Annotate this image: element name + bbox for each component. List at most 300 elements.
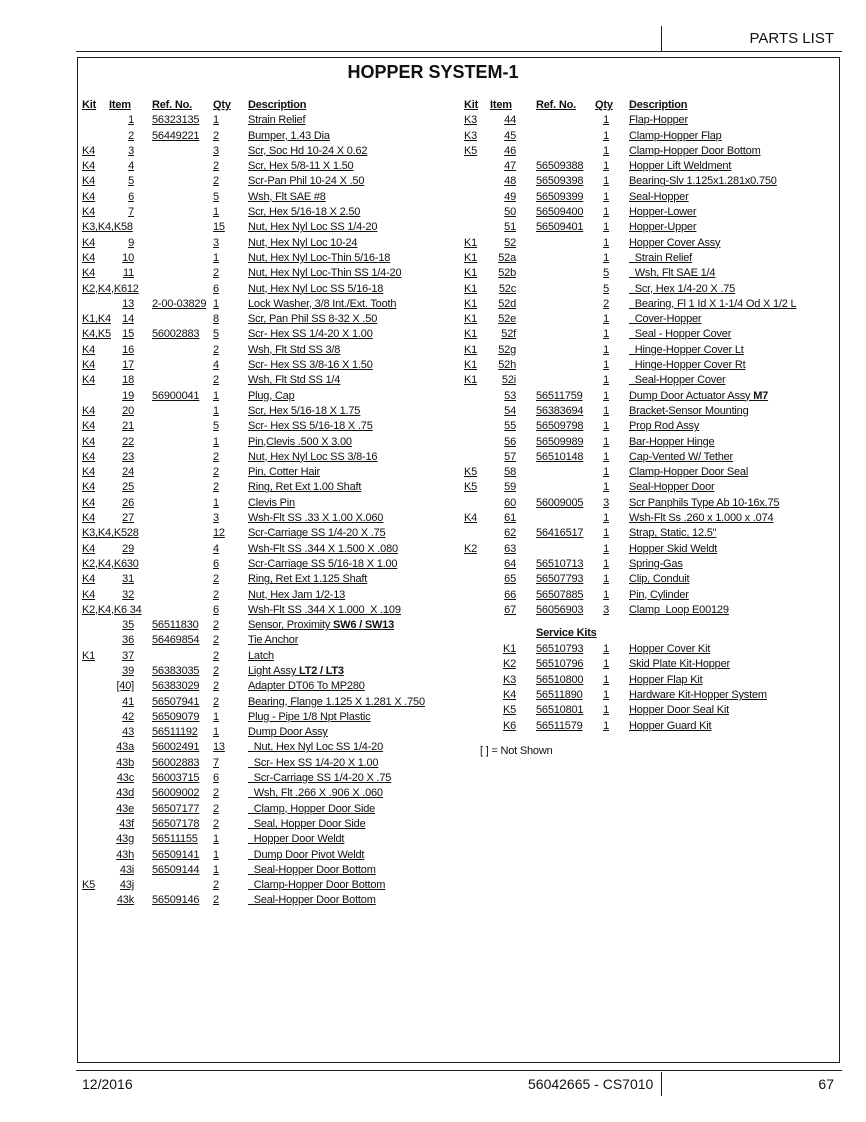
- desc-cell: [248, 327, 373, 342]
- item-cell: 24: [122, 466, 134, 479]
- item-cell: 41: [122, 695, 134, 708]
- table-row: [464, 343, 804, 358]
- table-row: [82, 435, 442, 450]
- desc-cell: [248, 511, 383, 526]
- desc-text: Plug, Cap: [248, 389, 295, 402]
- desc-text: Wsh, Flt Std SS 1/4: [248, 374, 341, 387]
- ref-cell: 56511155: [152, 833, 198, 846]
- desc-text: Sensor, Proximity: [248, 619, 334, 632]
- table-header: [82, 98, 442, 113]
- item-header: Item: [490, 99, 512, 111]
- qty-cell: 1: [603, 527, 609, 540]
- kit-cell: K4,K5: [82, 328, 111, 341]
- qty-cell: 1: [603, 673, 609, 686]
- table-row: [464, 159, 804, 174]
- ref-cell: 56416517: [536, 527, 584, 540]
- desc-cell: [248, 633, 298, 648]
- qty-cell: 2: [213, 894, 219, 907]
- table-row: [464, 373, 804, 388]
- qty-cell: 1: [213, 848, 219, 861]
- table-row: [464, 251, 804, 266]
- desc-text: Wsh-Flt SS .344 X 1.000 X .109: [248, 603, 401, 616]
- table-row: [464, 480, 804, 495]
- item-cell: 31: [122, 573, 134, 586]
- desc-cell: [629, 389, 768, 404]
- desc-cell: [248, 863, 376, 878]
- desc-text: Pin,Clevis .500 X 3.00: [248, 435, 352, 448]
- table-row: [82, 893, 442, 908]
- ref-cell: 56511192: [152, 726, 198, 739]
- desc-text: Hinge-Hopper Cover Lt: [629, 343, 744, 356]
- kit-cell: K4: [82, 251, 96, 264]
- kit-cell: K4: [82, 573, 96, 586]
- item-cell: 43i: [119, 863, 134, 876]
- table-row: [464, 129, 804, 144]
- qty-cell: 1: [603, 542, 609, 555]
- ref-cell: 56510800: [536, 673, 584, 686]
- table-row: [464, 642, 804, 657]
- desc-cell: [629, 419, 699, 434]
- desc-cell: [248, 266, 401, 281]
- qty-cell: 5: [213, 328, 219, 341]
- desc-cell: [629, 450, 733, 465]
- desc-cell: [629, 129, 722, 144]
- table-row: [464, 220, 804, 235]
- kit-cell: K5: [464, 144, 478, 157]
- table-row: [82, 282, 442, 297]
- desc-cell: [629, 297, 796, 312]
- table-row: [82, 480, 442, 495]
- item-cell: 43b: [116, 756, 134, 769]
- desc-cell: [629, 312, 701, 327]
- table-row: [82, 373, 442, 388]
- table-row: [464, 603, 804, 618]
- item-cell: 52b: [498, 267, 516, 280]
- item-cell: 58: [504, 466, 516, 479]
- item-cell: 43a: [116, 741, 134, 754]
- desc-cell: [248, 542, 398, 557]
- item-cell: K4: [502, 688, 516, 701]
- kit-cell: K4: [82, 267, 96, 280]
- desc-cell: [248, 878, 385, 893]
- table-row: [82, 832, 442, 847]
- ref-cell: 56507793: [536, 573, 584, 586]
- desc-cell: [629, 190, 689, 205]
- item-cell: 51: [504, 221, 516, 234]
- qty-cell: 5: [213, 190, 219, 203]
- desc-bold-ref: M7: [753, 389, 769, 402]
- ref-cell: 56002491: [152, 741, 200, 754]
- item-cell: 43h: [116, 848, 134, 861]
- item-cell: 10: [122, 251, 134, 264]
- item-cell: 60: [504, 496, 516, 509]
- desc-text: Strap, Static, 12.5": [629, 527, 717, 540]
- desc-cell: [248, 756, 378, 771]
- table-row: [82, 327, 442, 342]
- desc-text: Wsh, Flt SAE 1/4: [629, 267, 716, 280]
- table-row: [464, 419, 804, 434]
- table-row: [464, 282, 804, 297]
- service-kits-title: Service Kits: [536, 627, 597, 640]
- qty-header: Qty: [213, 99, 231, 111]
- desc-cell: [248, 465, 320, 480]
- qty-cell: 4: [213, 542, 219, 555]
- qty-cell: 2: [213, 343, 219, 356]
- qty-cell: 1: [603, 114, 609, 127]
- desc-text: Nut, Hex Nyl Loc SS 1/4-20: [248, 221, 378, 234]
- table-row: [464, 266, 804, 281]
- kit-cell: K1: [464, 313, 478, 326]
- desc-text: Wsh, Flt SAE #8: [248, 190, 326, 203]
- table-row: [82, 465, 442, 480]
- qty-cell: 1: [603, 466, 609, 479]
- desc-cell: [629, 220, 696, 235]
- item-cell: 44: [504, 114, 516, 127]
- table-row: [464, 205, 804, 220]
- item-cell: 46: [504, 144, 516, 157]
- item-cell: 37: [122, 649, 134, 662]
- table-row: [82, 297, 442, 312]
- desc-cell: [248, 480, 361, 495]
- desc-cell: [248, 205, 360, 220]
- qty-cell: 1: [603, 481, 609, 494]
- desc-cell: [248, 893, 376, 908]
- qty-cell: 6: [213, 603, 219, 616]
- qty-cell: 12: [213, 527, 225, 540]
- ref-cell: 56507885: [536, 588, 584, 601]
- table-row: [464, 526, 804, 541]
- desc-text: Skid Plate Kit-Hopper: [629, 658, 730, 671]
- desc-cell: [629, 526, 716, 541]
- qty-cell: 1: [603, 688, 609, 701]
- desc-cell: [248, 664, 344, 679]
- desc-cell: [248, 389, 295, 404]
- table-row: [464, 511, 804, 526]
- kit-cell: K4: [82, 466, 96, 479]
- item-cell: 13: [122, 297, 134, 310]
- ref-cell: 56469854: [152, 634, 200, 647]
- desc-cell: [629, 588, 689, 603]
- kit-cell: K1: [464, 251, 478, 264]
- qty-cell: 1: [603, 557, 609, 570]
- desc-text: Strain Relief: [248, 114, 306, 127]
- kit-cell: K2,K4,K612: [82, 282, 139, 295]
- desc-cell: [248, 572, 367, 587]
- item-cell: 18: [122, 374, 134, 387]
- desc-text: Scr-Carriage SS 1/4-20 X .75: [248, 527, 386, 540]
- desc-text: Scr, Pan Phil SS 8-32 X .50: [248, 313, 378, 326]
- kit-cell: K3,K4,K58: [82, 221, 133, 234]
- desc-cell: [629, 358, 745, 373]
- desc-text: Hopper-Lower: [629, 206, 697, 219]
- item-cell: 1: [128, 114, 134, 127]
- qty-cell: 1: [603, 573, 609, 586]
- desc-text: Scr, Hex 5/8-11 X 1.50: [248, 160, 354, 173]
- desc-cell: [248, 618, 394, 633]
- desc-header: Description: [248, 99, 307, 111]
- qty-cell: 3: [603, 603, 609, 616]
- item-cell: 43e: [116, 802, 134, 815]
- desc-cell: [629, 236, 720, 251]
- table-row: [82, 725, 442, 740]
- table-row: [82, 633, 442, 648]
- desc-text: Bracket-Sensor Mounting: [629, 404, 749, 417]
- item-cell: 52g: [498, 343, 516, 356]
- left-parts-table: [82, 98, 442, 909]
- desc-cell: [629, 657, 730, 672]
- item-cell: 59: [504, 481, 516, 494]
- item-cell: K1: [502, 643, 516, 656]
- desc-text: Clip, Conduit: [629, 573, 690, 586]
- desc-cell: [629, 572, 689, 587]
- table-row: [82, 144, 442, 159]
- desc-text: Bumper, 1.43 Dia: [248, 129, 330, 142]
- ref-cell: 56511890: [536, 688, 583, 701]
- desc-cell: [629, 327, 731, 342]
- item-cell: 3: [128, 144, 134, 157]
- desc-cell: [629, 673, 702, 688]
- kit-cell: K1: [464, 343, 478, 356]
- table-row: [464, 404, 804, 419]
- desc-cell: [248, 419, 373, 434]
- table-row: [82, 190, 442, 205]
- table-row: [464, 657, 804, 672]
- qty-cell: 2: [213, 450, 219, 463]
- desc-text: Hopper Door Seal Kit: [629, 704, 729, 717]
- desc-cell: [248, 817, 366, 832]
- item-cell: 52c: [498, 282, 516, 295]
- table-row: [82, 572, 442, 587]
- item-cell: 43d: [116, 787, 134, 800]
- table-row: [464, 327, 804, 342]
- item-cell: 20: [122, 404, 134, 417]
- item-cell: [40]: [116, 680, 134, 693]
- desc-text: Clamp Loop E00129: [629, 603, 729, 616]
- item-cell: 15: [122, 328, 134, 341]
- desc-text: Lock Washer, 3/8 Int./Ext. Tooth: [248, 297, 397, 310]
- kit-cell: K2: [464, 542, 478, 555]
- qty-cell: 3: [213, 512, 219, 525]
- kit-cell: K1: [464, 236, 478, 249]
- table-row: [464, 113, 804, 128]
- ref-cell: 56509401: [536, 221, 584, 234]
- table-row: [82, 419, 442, 434]
- desc-text: Ring, Ret Ext 1.125 Shaft: [248, 573, 368, 586]
- desc-cell: [248, 190, 326, 205]
- desc-text: Tie Anchor: [248, 634, 299, 647]
- service-kits-body: [464, 642, 804, 734]
- qty-cell: 1: [603, 236, 609, 249]
- desc-text: Spring-Gas: [629, 557, 683, 570]
- desc-cell: [248, 710, 370, 725]
- desc-text: Hopper Cover Kit: [629, 643, 711, 656]
- desc-cell: [248, 832, 344, 847]
- ref-cell: 56009002: [152, 787, 200, 800]
- table-row: [464, 435, 804, 450]
- kit-cell: K4: [82, 588, 96, 601]
- desc-cell: [248, 588, 345, 603]
- item-cell: 47: [504, 160, 516, 173]
- table-row: [82, 618, 442, 633]
- ref-cell: 56509388: [536, 160, 584, 173]
- desc-cell: [248, 695, 425, 710]
- qty-cell: 1: [213, 863, 219, 876]
- qty-cell: 2: [213, 817, 219, 830]
- right-table-body: [464, 113, 804, 618]
- ref-cell: 56507178: [152, 817, 200, 830]
- table-row: [464, 688, 804, 703]
- qty-cell: 2: [213, 175, 219, 188]
- kit-cell: K4: [82, 359, 96, 372]
- table-row: [82, 496, 442, 511]
- desc-cell: [629, 251, 692, 266]
- ref-cell: 56509141: [152, 848, 200, 861]
- header-rule: [76, 51, 842, 52]
- desc-cell: [629, 719, 711, 734]
- qty-cell: 2: [213, 664, 219, 677]
- item-cell: 43c: [116, 772, 134, 785]
- kit-cell: K4: [82, 190, 96, 203]
- desc-cell: [248, 282, 383, 297]
- item-cell: 61: [504, 512, 516, 525]
- table-row: [82, 129, 442, 144]
- item-cell: 43f: [119, 817, 134, 830]
- item-cell: 25: [122, 481, 134, 494]
- kit-cell: K5: [82, 879, 96, 892]
- left-table-body: [82, 113, 442, 908]
- table-row: [464, 557, 804, 572]
- ref-cell: 56449221: [152, 129, 200, 142]
- qty-cell: 2: [213, 267, 219, 280]
- desc-cell: [629, 404, 749, 419]
- desc-text: Pin, Cylinder: [629, 588, 689, 601]
- service-kits-heading-row: [464, 626, 804, 642]
- ref-cell: 56510793: [536, 643, 584, 656]
- desc-cell: [248, 312, 377, 327]
- desc-text: Hopper Cover Assy: [629, 236, 721, 249]
- qty-cell: 1: [213, 114, 219, 127]
- desc-cell: [248, 220, 377, 235]
- qty-cell: 2: [213, 649, 219, 662]
- table-row: [82, 358, 442, 373]
- desc-text: Seal-Hopper Door Bottom: [248, 863, 376, 876]
- qty-cell: 2: [213, 374, 219, 387]
- kit-cell: K4: [464, 512, 478, 525]
- ref-cell: 56511830: [152, 619, 199, 632]
- qty-cell: 1: [603, 328, 609, 341]
- item-cell: 5: [128, 175, 134, 188]
- item-cell: 49: [504, 190, 516, 203]
- desc-text: Light Assy: [248, 664, 299, 677]
- item-cell: 63: [504, 542, 516, 555]
- desc-text: Hopper Lift Weldment: [629, 160, 732, 173]
- desc-text: Clevis Pin: [248, 496, 295, 509]
- table-row: [82, 557, 442, 572]
- kit-cell: K4: [82, 420, 96, 433]
- desc-cell: [248, 144, 367, 159]
- table-row: [82, 511, 442, 526]
- desc-cell: [629, 144, 761, 159]
- desc-text: Scr-Carriage SS 1/4-20 X .75: [248, 772, 392, 785]
- kit-cell: K4: [82, 206, 96, 219]
- desc-text: Dump Door Actuator Assy: [629, 389, 754, 402]
- qty-cell: 2: [213, 588, 219, 601]
- desc-cell: [248, 603, 401, 618]
- qty-cell: 8: [213, 313, 219, 326]
- item-cell: 54: [504, 404, 516, 417]
- not-shown-note: [ ] = Not Shown: [480, 744, 553, 757]
- qty-cell: 2: [213, 695, 219, 708]
- table-row: [82, 786, 442, 801]
- desc-text: Wsh-Flt Ss .260 x 1.000 x .074: [629, 512, 774, 525]
- table-row: [82, 312, 442, 327]
- desc-cell: [629, 603, 729, 618]
- ref-cell: 56003715: [152, 772, 200, 785]
- kit-cell: K4: [82, 404, 96, 417]
- desc-text: Nut, Hex Nyl Loc-Thin 5/16-18: [248, 251, 391, 264]
- qty-cell: 1: [603, 175, 609, 188]
- table-row: [464, 703, 804, 718]
- item-cell: 52i: [501, 374, 516, 387]
- ref-cell: 56510713: [536, 557, 584, 570]
- desc-cell: [629, 496, 779, 511]
- qty-cell: 1: [213, 297, 219, 310]
- table-row: [82, 878, 442, 893]
- qty-cell: 1: [603, 404, 609, 417]
- desc-cell: [248, 404, 360, 419]
- item-cell: 39: [122, 664, 134, 677]
- page-title: HOPPER SYSTEM-1: [347, 62, 519, 82]
- desc-text: Scr, Soc Hd 10-24 X 0.62: [248, 144, 368, 157]
- table-row: [464, 542, 804, 557]
- table-row: [82, 817, 442, 832]
- item-cell: 27: [122, 512, 134, 525]
- qty-cell: 1: [603, 450, 609, 463]
- desc-text: Nut, Hex Nyl Loc-Thin SS 1/4-20: [248, 267, 402, 280]
- footer-divider: [661, 1072, 662, 1096]
- kit-cell: K4: [82, 160, 96, 173]
- desc-text: Hinge-Hopper Cover Rt: [629, 359, 746, 372]
- qty-cell: 1: [603, 719, 609, 732]
- qty-cell: 2: [213, 879, 219, 892]
- item-cell: 7: [128, 206, 134, 219]
- qty-cell: 1: [603, 374, 609, 387]
- desc-cell: [248, 740, 383, 755]
- qty-cell: 1: [213, 726, 219, 739]
- qty-cell: 1: [213, 435, 219, 448]
- qty-cell: 2: [213, 573, 219, 586]
- desc-cell: [248, 343, 340, 358]
- desc-cell: [629, 703, 729, 718]
- qty-cell: 2: [213, 160, 219, 173]
- qty-cell: 4: [213, 359, 219, 372]
- qty-cell: 2: [213, 129, 219, 142]
- kit-cell: K5: [464, 466, 478, 479]
- item-cell: 52: [504, 236, 516, 249]
- desc-text: Flap-Hopper: [629, 114, 688, 127]
- desc-text: Scr Panphils Type Ab 10-16x.75: [629, 496, 780, 509]
- qty-cell: 2: [213, 466, 219, 479]
- desc-cell: [629, 465, 748, 480]
- ref-cell: 56510796: [536, 658, 584, 671]
- ref-cell: 56510801: [536, 704, 584, 717]
- desc-bold-ref: SW6 / SW13: [333, 619, 395, 632]
- item-cell: 53: [504, 389, 516, 402]
- table-row: [82, 802, 442, 817]
- ref-cell: 56002883: [152, 756, 200, 769]
- table-row: [82, 404, 442, 419]
- qty-cell: 1: [603, 206, 609, 219]
